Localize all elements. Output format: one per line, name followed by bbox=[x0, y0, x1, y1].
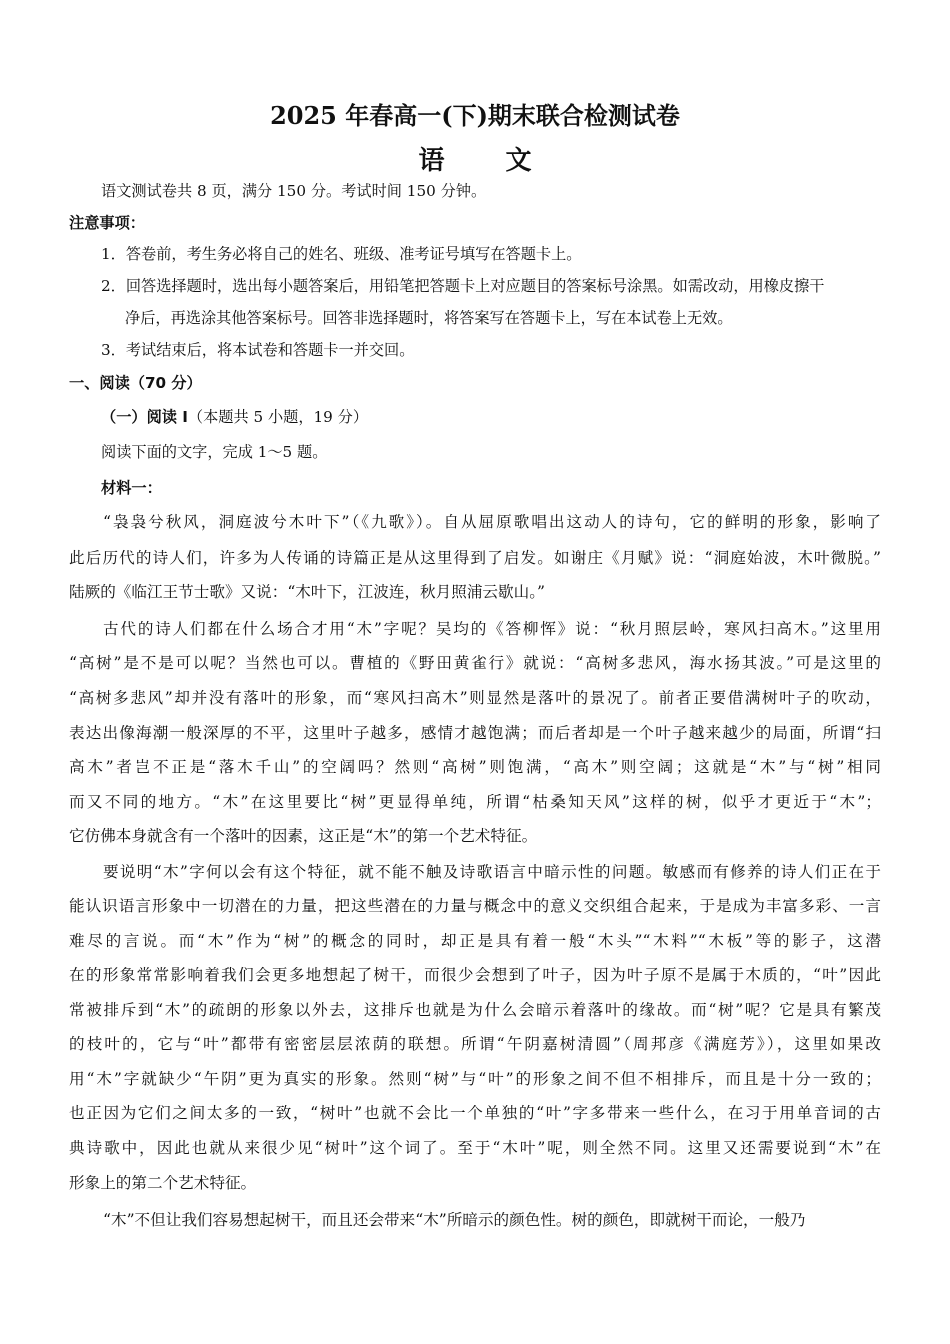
passage-line: 而又不同的地方。“木”在这里要比“树”更显得单纯，所谓“枯桑知天风”这样的树，似乎才更近于“木”； bbox=[69, 793, 881, 811]
passage-line: “袅袅兮秋风，洞庭波兮木叶下”（《九歌》）。自从屈原歌唱出这动人的诗句，它的鲜明的形象，影响了 bbox=[103, 513, 881, 531]
material-label: 材料一： bbox=[101, 479, 162, 497]
sub-section-label: （一）阅读 I bbox=[101, 408, 188, 426]
exam-title: 2025 年春高一(下)期末联合检测试卷 bbox=[270, 101, 680, 130]
passage-line: 常被排斥到“木”的疏朗的形象以外去，这排斥也就是为什么会暗示着落叶的缘故。而“树”呢？它是具有繁茂 bbox=[69, 1001, 881, 1019]
notice-item: 3．考试结束后，将本试卷和答题卡一并交回。 bbox=[101, 341, 415, 359]
notice-heading: 注意事项： bbox=[69, 214, 145, 232]
passage-line: 也正因为它们之间太多的一致，“树叶”也就不会比一个单独的“叶”字多带来一些什么，在习于用单音词的古 bbox=[69, 1104, 881, 1122]
section-heading: 一、阅读（70 分） bbox=[69, 374, 202, 392]
passage-line: 形象上的第二个艺术特征。 bbox=[69, 1174, 257, 1192]
subject-title: 语 文 bbox=[418, 146, 558, 176]
passage-line: “高树多悲风”却并没有落叶的形象，而“寒风扫高木”则显然是落叶的景况了。前者正要借满树叶子的吹动， bbox=[69, 689, 881, 707]
notice-item: 1．答卷前，考生务必将自己的姓名、班级、准考证号填写在答题卡上。 bbox=[101, 245, 582, 263]
sub-section-heading bbox=[101, 407, 368, 427]
passage-line: “木”不但让我们容易想起树干，而且还会带来“木”所暗示的颜色性。树的颜色，即就树干而论，一般乃 bbox=[103, 1211, 806, 1229]
passage-line: “高树”是不是可以呢？当然也可以。曹植的《野田黄雀行》就说：“高树多悲风，海水扬其波。”可是这里的 bbox=[69, 654, 881, 672]
passage-line: 的枝叶的，它与“叶”都带有密密层层浓荫的联想。所谓“午阴嘉树清圆”（周邦彦《满庭芳》），这里如果改 bbox=[69, 1035, 881, 1053]
passage-line: 能认识语言形象中一切潜在的力量，把这些潜在的力量与概念中的意义交织组合起来，于是成为丰富多彩、一言 bbox=[69, 897, 881, 915]
exam-intro: 语文测试卷共 8 页，满分 150 分。考试时间 150 分钟。 bbox=[101, 182, 487, 200]
passage-line: 要说明“木”字何以会有这个特征，就不能不触及诗歌语言中暗示性的问题。敏感而有修养的诗人们正在于 bbox=[103, 863, 881, 881]
passage-line: 它仿佛本身就含有一个落叶的因素，这正是“木”的第一个艺术特征。 bbox=[69, 827, 538, 845]
passage-line: 高木”者岂不正是“落木千山”的空阔吗？然则“高树”则饱满，“高木”则空阔；这就是“木”与“树”相同 bbox=[69, 758, 881, 776]
passage-line: 在的形象常常影响着我们会更多地想起了树干，而很少会想到了叶子，因为叶子原不是属于木质的，“叶”因此 bbox=[69, 966, 881, 984]
passage-line: 古代的诗人们都在什么场合才用“木”字呢？吴均的《答柳恽》说：“秋月照层岭，寒风扫高木。”这里用 bbox=[103, 620, 881, 638]
notice-item: 2．回答选择题时，选出每小题答案后，用铅笔把答题卡上对应题目的答案标号涂黑。如需改动，用橡皮擦干 bbox=[101, 277, 825, 295]
notice-item: 净后，再选涂其他答案标号。回答非选择题时，将答案写在答题卡上，写在本试卷上无效。 bbox=[125, 309, 733, 327]
passage-line: 用“木”字就缺少“午阴”更为真实的形象。然则“树”与“叶”的形象之间不但不相排斥，而且是十分一致的； bbox=[69, 1070, 881, 1088]
passage-line: 此后历代的诗人们，许多为人传诵的诗篇正是从这里得到了启发。如谢庄《月赋》说：“洞庭始波，木叶微脱。” bbox=[69, 549, 881, 567]
sub-section-detail: （本题共 5 小题，19 分） bbox=[187, 408, 369, 426]
passage-line: 陆厥的《临江王节士歌》又说：“木叶下，江波连，秋月照浦云歇山。” bbox=[69, 583, 545, 601]
passage-line: 难尽的言说。而“木”作为“树”的概念的同时，却正是具有着一般“木头”“木料”“木板”等的影子，这潜 bbox=[69, 932, 881, 950]
passage-line: 表达出像海潮一般深厚的不平，这里叶子越多，感情才越饱满；而后者却是一个叶子越来越少的局面，所谓“扫 bbox=[69, 724, 881, 742]
section-instruction: 阅读下面的文字，完成 1～5 题。 bbox=[101, 443, 328, 461]
passage-line: 典诗歌中，因此也就从来很少见“树叶”这个词了。至于“木叶”呢，则全然不同。这里又还需要说到“木”在 bbox=[69, 1139, 881, 1157]
